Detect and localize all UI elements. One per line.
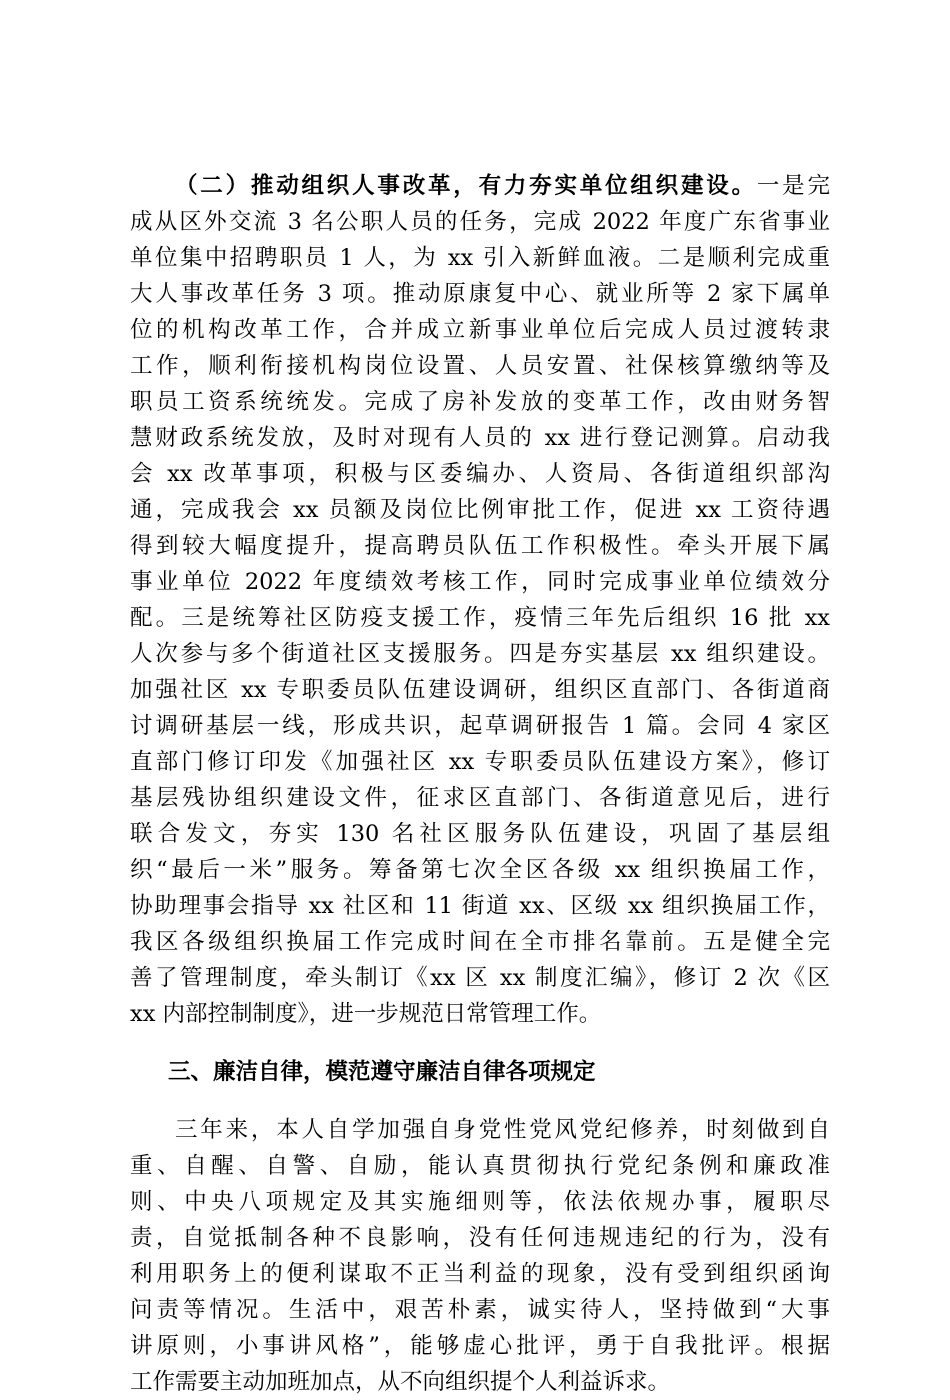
paragraph-line: xx 内部控制制度》，进一步规范日常管理工作。 <box>130 1001 602 1027</box>
paragraph-gap <box>130 1090 830 1112</box>
paragraph-line: 职员工资系统统发。完成了房补发放的变革工作，改由财务智 <box>130 389 830 415</box>
paragraph-line: 事业单位 2022 年度绩效考核工作，同时完成事业单位绩效分 <box>130 569 830 595</box>
paragraph-line: 会 xx 改革事项，积极与区委编办、人资局、各街道组织部沟 <box>130 461 830 487</box>
paragraph-line: 我区各级组织换届工作完成时间在全市排名靠前。五是健全完 <box>130 929 830 955</box>
section-3-paragraph <box>130 1112 830 1400</box>
paragraph-line: 则、中央八项规定及其实施细则等，依法依规办事，履职尽 <box>130 1189 830 1215</box>
document-page <box>130 168 830 1400</box>
paragraph-line: 位的机构改革工作，合并成立新事业单位后完成人员过渡转隶 <box>130 317 830 343</box>
paragraph-line: 得到较大幅度提升，提高聘员队伍工作积极性。牵头开展下属 <box>130 533 830 559</box>
paragraph-line: 配。三是统筹社区防疫支援工作，疫情三年先后组织 16 批 xx <box>130 605 830 631</box>
paragraph-line: 人次参与多个街道社区支援服务。四是夯实基层 xx 组织建设。 <box>130 641 830 667</box>
paragraph-line: 三年来，本人自学加强自身党性党风党纪修养，时刻做到自 <box>175 1117 830 1143</box>
paragraph-line: 工作，顺利衔接机构岗位设置、人员安置、社保核算缴纳等及 <box>130 353 830 379</box>
paragraph-line: 问责等情况。生活中，艰苦朴素，诚实待人，坚持做到“大事 <box>130 1297 830 1323</box>
paragraph-line: 单位集中招聘职员 1 人，为 xx 引入新鲜血液。二是顺利完成重 <box>130 245 830 271</box>
paragraph-line: 联合发文，夯实 130 名社区服务队伍建设，巩固了基层组 <box>130 821 830 847</box>
paragraph-line: 讲原则，小事讲风格”，能够虚心批评，勇于自我批评。根据 <box>130 1333 830 1359</box>
paragraph-line: 成从区外交流 3 名公职人员的任务，完成 2022 年度广东省事业 <box>130 209 830 235</box>
paragraph-line <box>130 168 830 204</box>
section-2-line-0-rest: 一是完 <box>756 173 830 199</box>
paragraph-line: 大人事改革任务 3 项。推动原康复中心、就业所等 2 家下属单 <box>130 281 830 307</box>
paragraph-line: 基层残协组织建设文件，征求区直部门、各街道意见后，进行 <box>130 785 830 811</box>
paragraph-line: 重、自醒、自警、自励，能认真贯彻执行党纪条例和廉政准 <box>130 1153 830 1179</box>
section-2-heading: （二）推动组织人事改革，有力夯实单位组织建设。 <box>175 173 757 199</box>
paragraph-line: 工作需要主动加班加点，从不向组织提个人利益诉求。 <box>130 1369 671 1395</box>
paragraph-line: 善了管理制度，牵头制订《xx 区 xx 制度汇编》，修订 2 次《区 <box>130 965 830 991</box>
paragraph-line: 直部门修订印发《加强社区 xx 专职委员队伍建设方案》，修订 <box>130 749 830 775</box>
paragraph-line: 通，完成我会 xx 员额及岗位比例审批工作，促进 xx 工资待遇 <box>130 497 830 523</box>
paragraph-line: 慧财政系统发放，及时对现有人员的 xx 进行登记测算。启动我 <box>130 425 830 451</box>
paragraph-line: 讨调研基层一线，形成共识，起草调研报告 1 篇。会同 4 家区 <box>130 713 830 739</box>
section-2-paragraph <box>130 168 830 1032</box>
paragraph-line: 加强社区 xx 专职委员队伍建设调研，组织区直部门、各街道商 <box>130 677 830 703</box>
paragraph-line: 协助理事会指导 xx 社区和 11 街道 xx、区级 xx 组织换届工作， <box>130 893 830 919</box>
paragraph-line: 责，自觉抵制各种不良影响，没有任何违规违纪的行为，没有 <box>130 1225 830 1251</box>
paragraph-line: 织“最后一米”服务。筹备第七次全区各级 xx 组织换届工作， <box>130 857 830 883</box>
paragraph-gap <box>130 1032 830 1054</box>
paragraph-line: 利用职务上的便利谋取不正当利益的现象，没有受到组织函询 <box>130 1261 830 1287</box>
section-3-heading: 三、廉洁自律，模范遵守廉洁自律各项规定 <box>168 1059 596 1085</box>
